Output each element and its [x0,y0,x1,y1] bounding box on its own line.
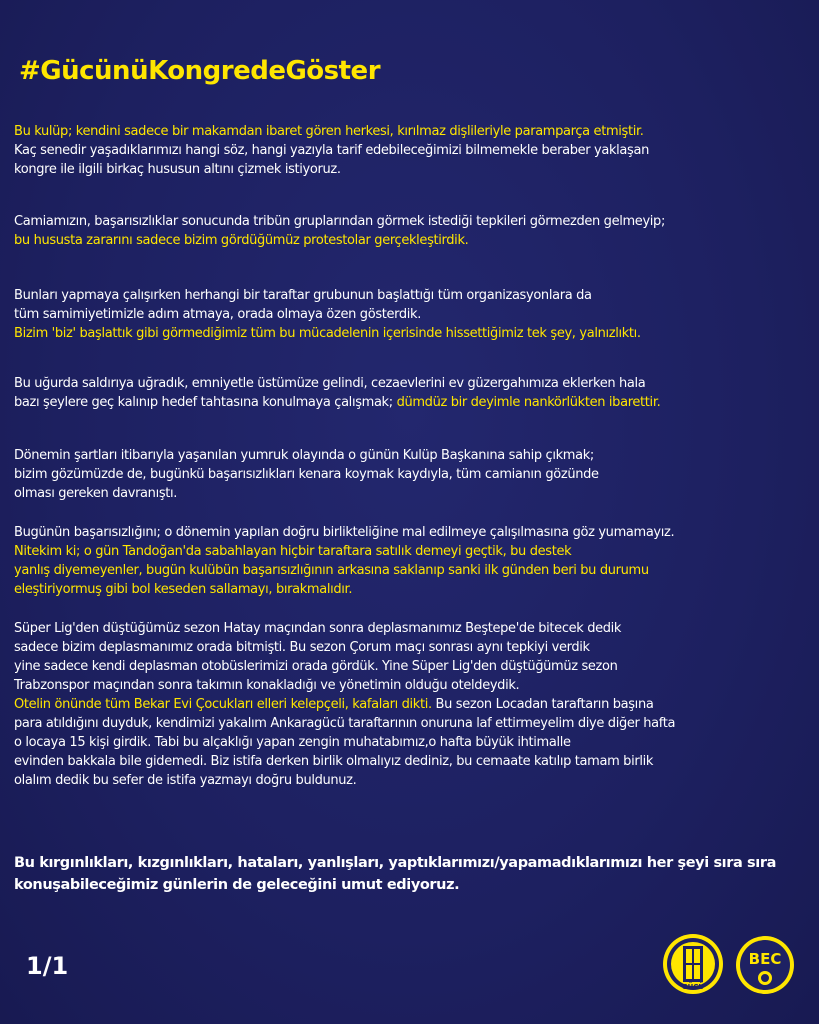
text-line [14,231,814,250]
text-line [14,619,814,638]
highlighted-text: Bu kulüp; kendini sadece bir makamdan ibaret gören herkesi, kırılmaz dişlileriyle paramparça etmiştir. [14,124,644,139]
text-line [14,305,814,324]
body-text: yine sadece kendi deplasman otobüslerimizi orada gördük. Yine Süper Lig'den düştüğümüz sezon [14,659,618,674]
text-line [14,393,814,412]
text-line [14,580,814,599]
paragraph-7 [14,619,814,790]
text-line [14,714,814,733]
paragraph-4 [14,374,814,412]
text-line [14,638,814,657]
text-line [14,561,814,580]
closing-paragraph [14,852,814,896]
paragraph-1 [14,122,814,179]
logos [662,932,802,1002]
highlighted-text: yanlış diyemeyenler, bugün kulübün başarısızlığının arkasına saklanıp sanki ilk günden beri bu durumu [14,563,649,578]
highlighted-text: Bizim 'biz' başlattık gibi görmediğimiz tüm bu mücadelenin içerisinde hissettiğimiz tek şey, yalnızlıktı. [14,326,641,341]
text-line [14,122,814,141]
body-text: bizim gözümüzde de, bugünkü başarısızlıkları kenara koymak kaydıyla, tüm camianın gözünde [14,467,599,482]
text-line [14,160,814,179]
text-line [14,374,814,393]
text-line [14,324,814,343]
ankaragucu-crest-text: GÜCÜ [681,983,705,991]
body-text: Bugünün başarısızlığını; o dönemin yapılan doğru birlikteliğine mal edilmeye çalışılmasına göz yumamayız. [14,525,675,540]
highlighted-text: Nitekim ki; o gün Tandoğan'da sabahlayan hiçbir taraftara satılık demeyi geçtik, bu destek [14,544,572,559]
text-line [14,212,814,231]
text-line [14,752,814,771]
bec-crest-text: BEC [748,950,782,968]
body-text: o locaya 15 kişi girdik. Tabi bu alçaklığı yapan zengin muhatabımız,o hafta büyük ihtimalle [14,735,571,750]
text-line [14,446,814,465]
paragraph-5 [14,446,814,503]
page-number: 1/1 [26,952,69,980]
body-text: bazı şeylere geç kalınıp hedef tahtasına konulmaya çalışmak; [14,395,397,410]
closing-line: konuşabileceğimiz günlerin de geleceğini umut ediyoruz. [14,877,460,893]
text-line [14,733,814,752]
body-text: Kaç senedir yaşadıklarımızı hangi söz, hangi yazıyla tarif edebileceğimizi bilmemekle beraber yaklaşan [14,143,649,158]
bec-crest-logo [734,934,796,996]
text-line [14,657,814,676]
text-line [14,695,814,714]
body-text: Bu uğurda saldırıya uğradık, emniyetle üstümüze gelindi, cezaevlerini ev güzergahımıza eklerken hala [14,376,646,391]
highlighted-text: bu hususta zararını sadece bizim gördüğümüz protestolar gerçekleştirdik. [14,233,469,248]
body-text: kongre ile ilgili birkaç hususun altını çizmek istiyoruz. [14,162,341,177]
body-text: olması gereken davranıştı. [14,486,178,501]
text-line [14,542,814,561]
body-text: para atıldığını duyduk, kendimizi yakalım Ankaragücü taraftarının onuruna laf ettirmeyelim diye diğer hafta [14,716,676,731]
text-line [14,523,814,542]
body-text: Bu sezon Locadan taraftarın başına [431,697,654,712]
highlighted-text: dümdüz bir deyimle nankörlükten ibarettir. [396,395,661,410]
ankaragucu-crest-logo [662,932,724,996]
body-text: Dönemin şartları itibarıyla yaşanılan yumruk olayında o günün Kulüp Başkanına sahip çıkmak; [14,448,594,463]
highlighted-text: eleştiriyormuş gibi bol keseden sallamayı, bırakmalıdır. [14,582,353,597]
text-line [14,286,814,305]
text-line [14,771,814,790]
body-text: Camiamızın, başarısızlıklar sonucunda tribün gruplarından görmek istediği tepkileri görmezden gelmeyip; [14,214,665,229]
body-text: tüm samimiyetimizle adım atmaya, orada olmaya özen gösterdik. [14,307,422,322]
paragraph-6 [14,523,814,599]
body-text: olalım dedik bu sefer de istifa yazmayı doğru buldunuz. [14,773,357,788]
body-text: Süper Lig'den düştüğümüz sezon Hatay maçından sonra deplasmanımız Beştepe'de bitecek dedik [14,621,622,636]
paragraph-2 [14,212,814,250]
body-text: Trabzonspor maçından sonra takımın konakladığı ve yönetimin olduğu oteldeydik. [14,678,520,693]
hashtag-title: #GücünüKongredeGöster [19,56,381,86]
closing-line: Bu kırgınlıkları, kızgınlıkları, hataları, yanlışları, yaptıklarımızı/yapamadıklarımızı her şeyi sıra sıra [14,855,776,871]
body-text: Bunları yapmaya çalışırken herhangi bir taraftar grubunun başlattığı tüm organizasyonlara da [14,288,592,303]
body-text: sadece bizim deplasmanımız orada bitmişti. Bu sezon Çorum maçı sonrası aynı tepkiyi verdik [14,640,590,655]
text-line [14,676,814,695]
text-line [14,465,814,484]
text-line [14,484,814,503]
paragraph-3 [14,286,814,343]
text-line [14,141,814,160]
highlighted-text: Otelin önünde tüm Bekar Evi Çocukları elleri kelepçeli, kafaları dikti. [14,697,432,712]
body-text: evinden bakkala bile gidemedi. Biz istifa derken birlik olmalıyız dediniz, bu cemaate katılıp tamam birlik [14,754,654,769]
